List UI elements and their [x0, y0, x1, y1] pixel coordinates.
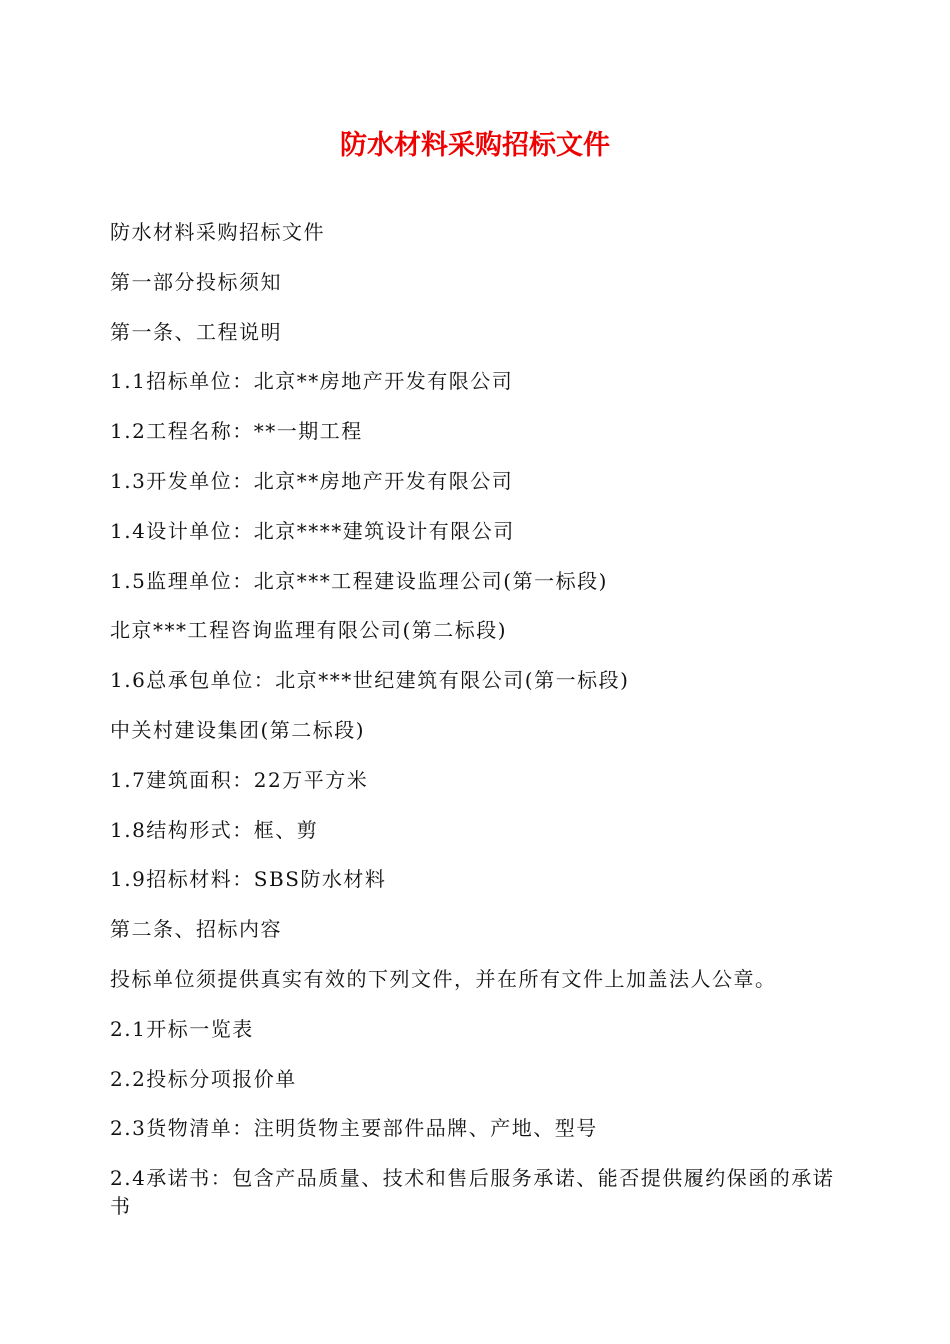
- paragraph: 北京***工程咨询监理有限公司(第二标段): [110, 618, 508, 643]
- paragraph: 第一条、工程说明: [110, 319, 282, 344]
- paragraph: 1.3开发单位：北京**房地产开发有限公司: [110, 468, 514, 493]
- paragraph: 2.4承诺书：包含产品质量、技术和售后服务承诺、能否提供履约保函的承诺书: [110, 1166, 835, 1219]
- paragraph: 防水材料采购招标文件: [110, 220, 325, 244]
- paragraph: 2.2投标分项报价单: [110, 1066, 297, 1091]
- paragraph: 1.7建筑面积：22万平方米: [110, 767, 369, 792]
- paragraph: 2.3货物清单：注明货物主要部件品牌、产地、型号: [110, 1116, 598, 1141]
- document-body: [110, 214, 845, 1220]
- paragraph: 1.6总承包单位：北京***世纪建筑有限公司(第一标段): [110, 668, 630, 693]
- paragraph: 1.1招标单位：北京**房地产开发有限公司: [110, 369, 514, 394]
- paragraph: 中关村建设集团(第二标段): [110, 717, 366, 742]
- paragraph: 1.9招标材料：SBS防水材料: [110, 867, 387, 892]
- document-title: 防水材料采购招标文件: [340, 130, 610, 161]
- paragraph: 第二条、招标内容: [110, 917, 282, 942]
- paragraph: 1.4设计单位：北京****建筑设计有限公司: [110, 518, 515, 543]
- paragraph: 1.8结构形式：框、剪: [110, 817, 319, 842]
- paragraph: 第一部分投标须知: [110, 269, 282, 294]
- paragraph: 1.2工程名称：**一期工程: [110, 419, 363, 444]
- paragraph: 1.5监理单位：北京***工程建设监理公司(第一标段): [110, 568, 608, 593]
- paragraph: 2.1开标一览表: [110, 1016, 254, 1041]
- paragraph: 投标单位须提供真实有效的下列文件，并在所有文件上加盖法人公章。: [110, 966, 777, 991]
